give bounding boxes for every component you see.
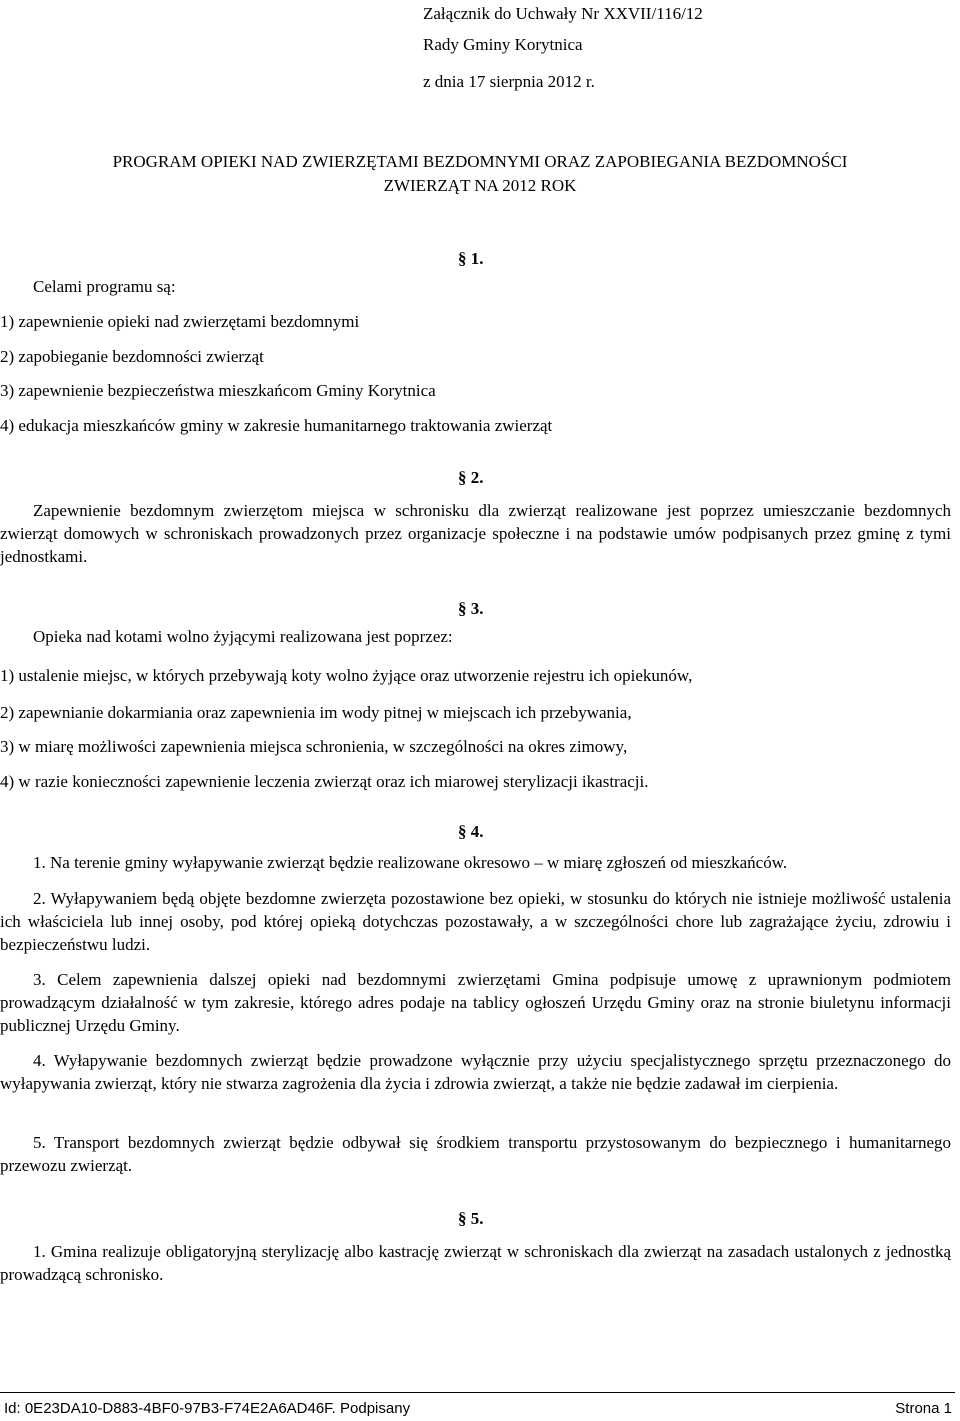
section-4-item-5: 5. Transport bezdomnych zwierząt będzie odbywał się środkiem transportu przystosowanym do bezpiecznego i humanitarnego przewozu zwierząt. — [0, 1133, 951, 1175]
section-3-item-4: 4) w razie konieczności zapewnienie leczenia zwierząt oraz ich miarowej sterylizacji ikastracji. — [0, 772, 649, 791]
section-1-heading: § 1. — [458, 249, 484, 268]
annex-line-2: Rady Gminy Korytnica — [423, 35, 583, 54]
section-4-item-4: 4. Wyłapywanie bezdomnych zwierząt będzie prowadzone wyłącznie przy użyciu specjalistycznego sprzętu przeznaczonego do wyłapywania zwierząt, który nie stwarza zagrożenia dla życia i zdrowia zwierząt, a także nie będzie zadawał im cierpienia. — [0, 1051, 951, 1093]
section-1-item-1: 1) zapewnienie opieki nad zwierzętami bezdomnymi — [0, 312, 360, 331]
section-1-item-2: 2) zapobieganie bezdomności zwierząt — [0, 347, 264, 366]
section-4-item-2: 2. Wyłapywaniem będą objęte bezdomne zwierzęta pozostawione bez opieki, w stosunku do których nie istnieje możliwość ustalenia ich właściciela lub innej osoby, pod której opieką dotychczas pozostawały, a w szczególności chore lub zagrażające życiu, zdrowiu i bezpieczeństwu ludzi. — [0, 889, 951, 954]
footer-id: Id: 0E23DA10-D883-4BF0-97B3-F74E2A6AD46F. Podpisany — [4, 1400, 411, 1417]
footer-divider — [0, 1392, 955, 1393]
footer-page-number: Strona 1 — [895, 1400, 952, 1417]
section-2-text: Zapewnienie bezdomnym zwierzętom miejsca w schronisku dla zwierząt realizowane jest poprzez umieszczanie bezdomnych zwierząt domowych w schroniskach prowadzonych przez organizacje społeczne i na podstawie umów podpisanych przez gminę z tymi jednostkami. — [0, 501, 951, 566]
section-3-item-1: 1) ustalenie miejsc, w których przebywają koty wolno żyjące oraz utworzenie rejestru ich opiekunów, — [0, 666, 693, 685]
section-1-intro: Celami programu są: — [33, 277, 176, 296]
section-4-item-3: 3. Celem zapewnienia dalszej opieki nad bezdomnymi zwierzętami Gmina podpisuje umowę z uprawnionym podmiotem prowadzącym działalność w tym zakresie, którego adres podaje na tablicy ogłoszeń Urzędu Gminy oraz na stronie biuletynu informacji publicznej Urzędu Gminy. — [0, 970, 951, 1035]
section-2-heading: § 2. — [458, 468, 484, 487]
section-3-item-2: 2) zapewnianie dokarmiania oraz zapewnienia im wody pitnej w miejscach ich przebywania, — [0, 703, 632, 722]
section-1-item-3: 3) zapewnienie bezpieczeństwa mieszkańcom Gminy Korytnica — [0, 381, 436, 400]
section-5-item-1: 1. Gmina realizuje obligatoryjną sterylizację albo kastrację zwierząt w schroniskach dla zwierząt na zasadach ustalonych z jednostką prowadzącą schronisko. — [0, 1242, 951, 1284]
section-4-heading: § 4. — [458, 822, 484, 841]
section-1-item-4: 4) edukacja mieszkańców gminy w zakresie humanitarnego traktowania zwierząt — [0, 416, 553, 435]
section-3-item-3: 3) w miarę możliwości zapewnienia miejsca schronienia, w szczególności na okres zimowy, — [0, 737, 628, 756]
annex-line-1: Załącznik do Uchwały Nr XXVII/116/12 — [423, 4, 703, 23]
section-4-item-1: 1. Na terenie gminy wyłapywanie zwierząt będzie realizowane okresowo – w miarę zgłoszeń od mieszkańców. — [33, 853, 788, 872]
document-title-line-2: ZWIERZĄT NA 2012 ROK — [383, 176, 577, 195]
document-title-line-1: PROGRAM OPIEKI NAD ZWIERZĘTAMI BEZDOMNYMI ORAZ ZAPOBIEGANIA BEZDOMNOŚCI — [112, 152, 848, 171]
section-5-heading: § 5. — [458, 1209, 484, 1228]
section-3-intro: Opieka nad kotami wolno żyjącymi realizowana jest poprzez: — [33, 627, 453, 646]
section-3-heading: § 3. — [458, 599, 484, 618]
annex-line-3: z dnia 17 sierpnia 2012 r. — [423, 72, 595, 91]
